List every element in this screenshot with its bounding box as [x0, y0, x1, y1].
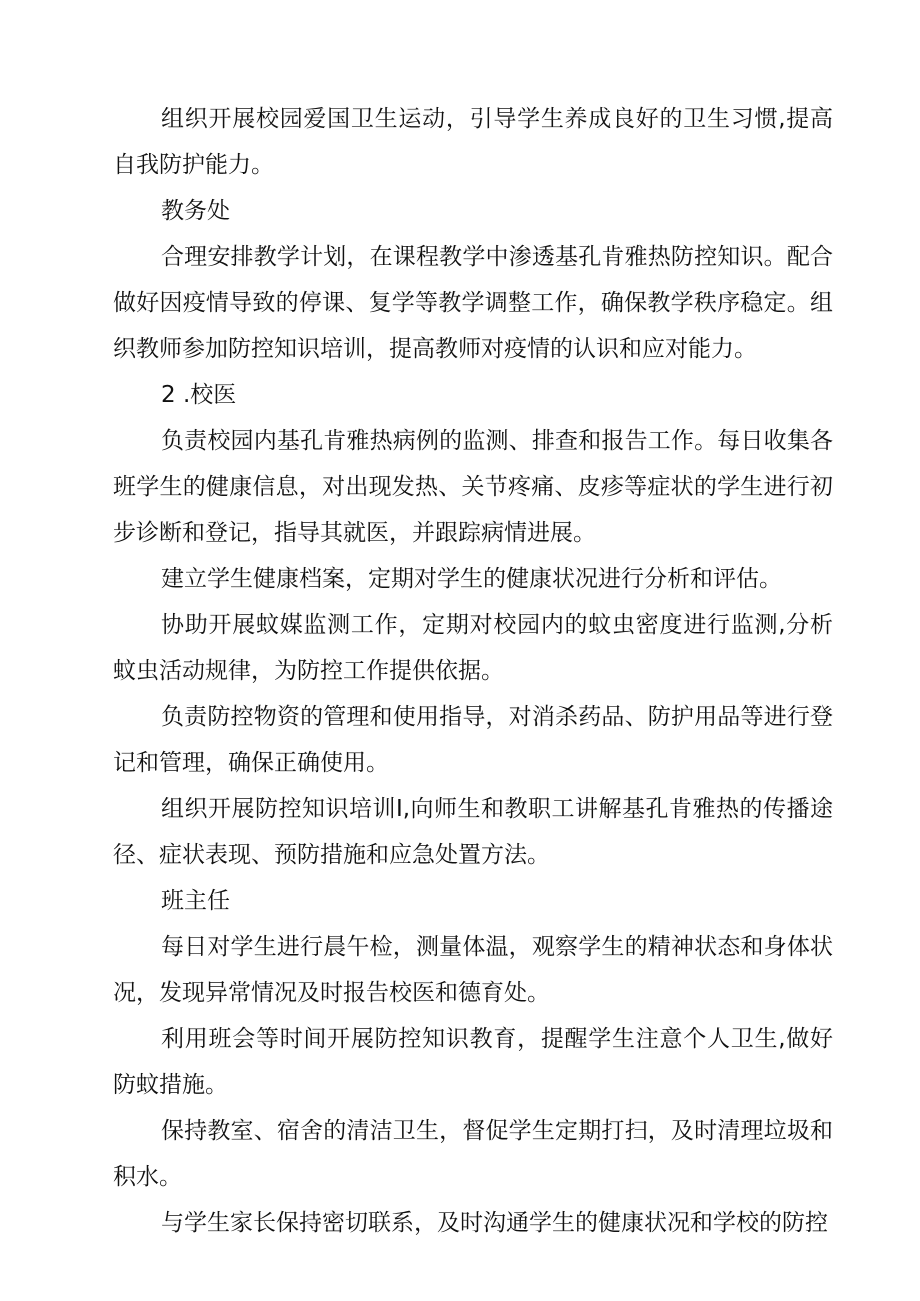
paragraph-hygiene-campaign: 组织开展校园爱国卫生运动，引导学生养成良好的卫生习惯,提高自我防护能力。	[113, 106, 833, 178]
paragraph-mosquito-monitoring: 协助开展蚊媒监测工作，定期对校园内的蚊虫密度进行监测,分析蚊虫活动规律，为防控工作提供依据。	[113, 612, 833, 684]
paragraph-knowledge-training: 组织开展防控知识培训I,向师生和教职工讲解基孔肯雅热的传播途径、症状表现、预防措施和应急处置方法。	[113, 796, 833, 868]
paragraph-daily-checks: 每日对学生进行晨午检，测量体温，观察学生的精神状态和身体状况，发现异常情况及时报告校医和德育处。	[113, 934, 833, 1006]
paragraph-teaching-plan: 合理安排教学计划，在课程教学中渗透基孔肯雅热防控知识。配合做好因疫情导致的停课、复学等教学调整工作，确保教学秩序稳定。组织教师参加防控知识培训，提高教师对疫情的认识和应对能力。	[113, 244, 833, 362]
document-body	[113, 96, 833, 1246]
paragraph-supplies-management: 负责防控物资的管理和使用指导，对消杀药品、防护用品等进行登记和管理，确保正确使用。	[113, 704, 833, 776]
paragraph-parent-contact: 与学生家长保持密切联系，及时沟通学生的健康状况和学校的防控	[161, 1210, 828, 1236]
paragraph-case-monitoring: 负责校园内基孔肯雅热病例的监测、排查和报告工作。每日收集各班学生的健康信息，对出现发热、关节疼痛、皮疹等症状的学生进行初步诊断和登记，指导其就医，并跟踪病情进展。	[113, 428, 833, 546]
paragraph-class-meeting-education: 利用班会等时间开展防控知识教育，提醒学生注意个人卫生,做好防蚊措施。	[113, 1026, 833, 1098]
heading-school-doctor: 2 .校医	[161, 382, 237, 408]
paragraph-health-records: 建立学生健康档案，定期对学生的健康状况进行分析和评估。	[161, 566, 782, 592]
heading-academic-affairs: 教务处	[161, 198, 230, 224]
paragraph-cleaning: 保持教室、宿舍的清洁卫生，督促学生定期打扫，及时清理垃圾和积水。	[113, 1118, 833, 1190]
heading-class-teacher: 班主任	[161, 888, 230, 914]
